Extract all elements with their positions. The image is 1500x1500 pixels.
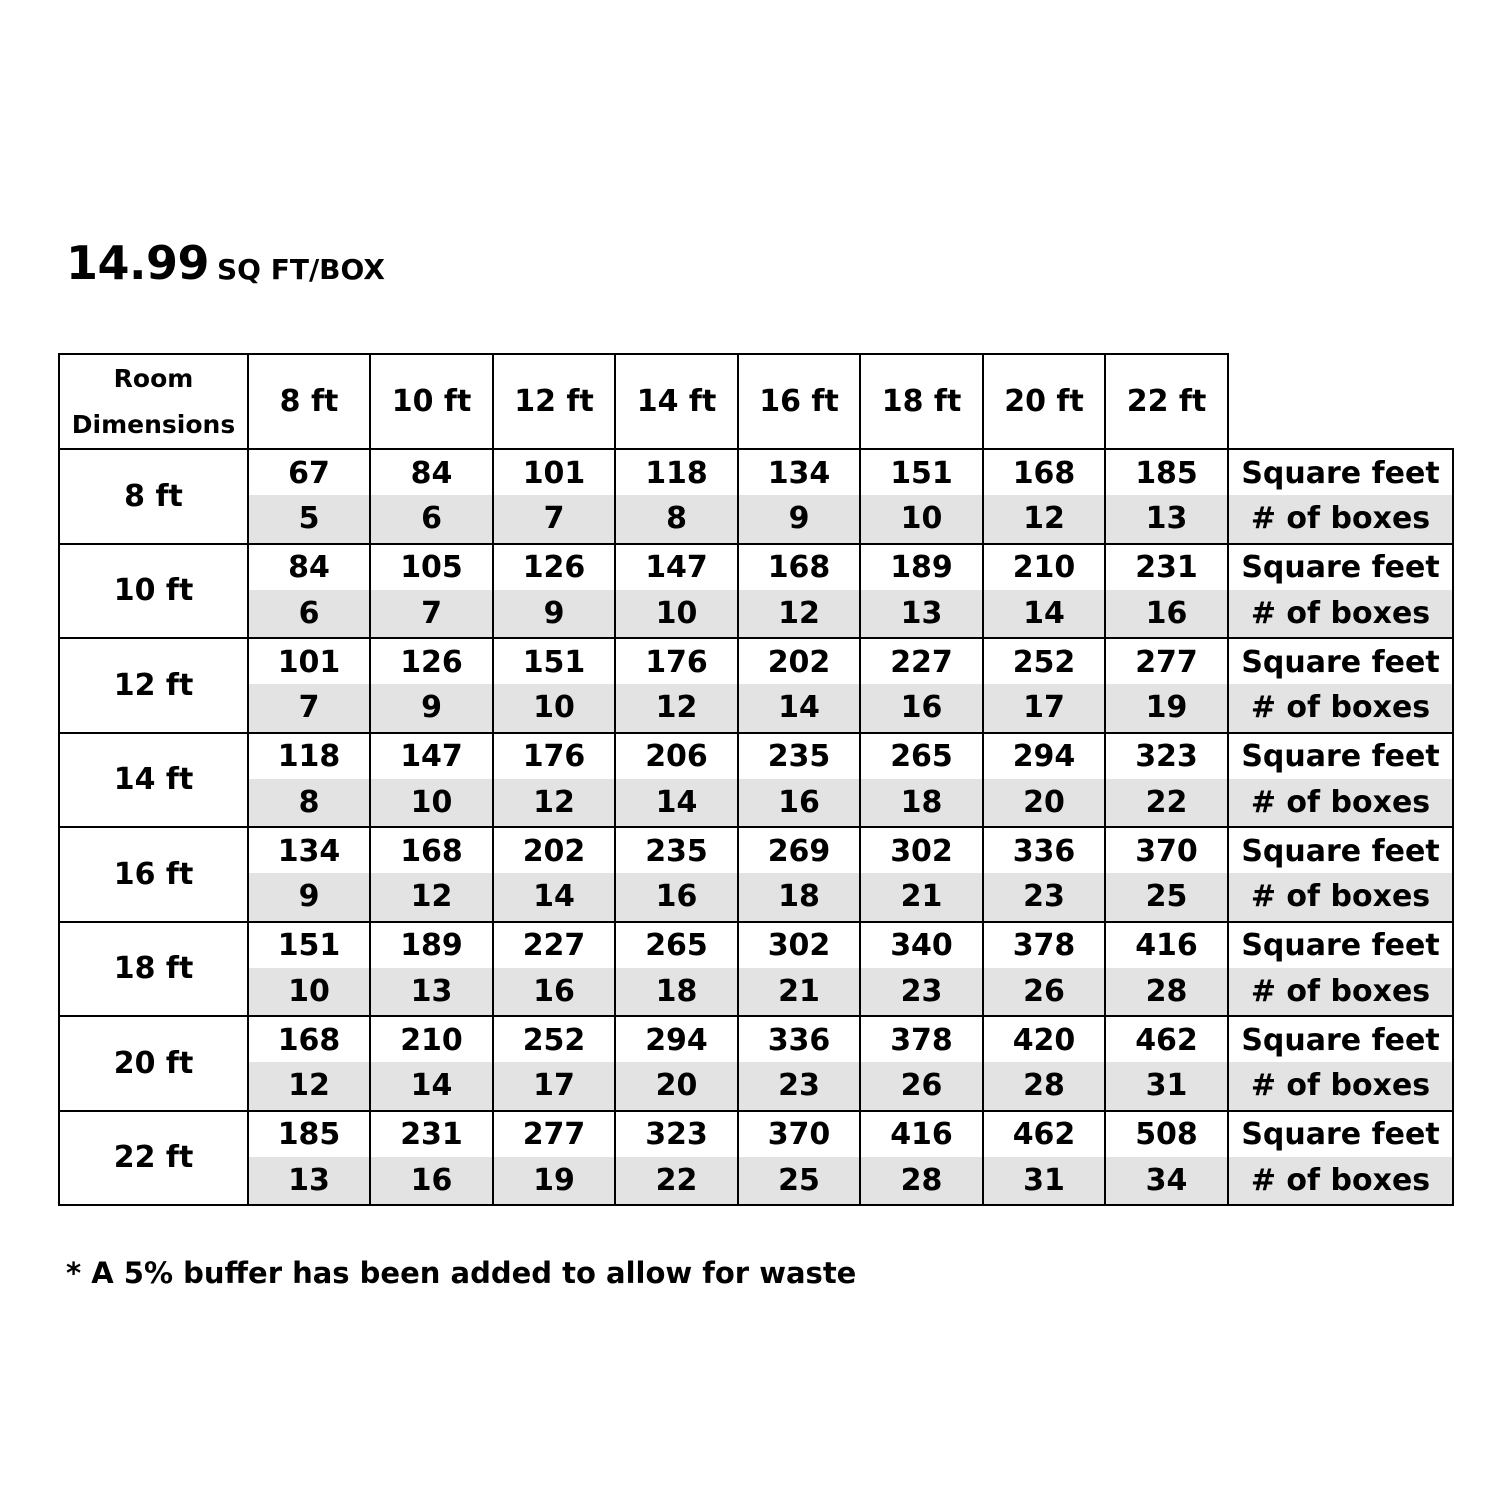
square-feet-value: 176	[614, 637, 739, 685]
square-feet-value: 185	[1104, 448, 1229, 496]
square-feet-value: 147	[614, 543, 739, 591]
corner-header	[58, 353, 249, 450]
boxes-value: 12	[492, 779, 616, 828]
square-feet-value: 126	[369, 637, 494, 685]
boxes-value: 20	[982, 779, 1106, 828]
boxes-value: 10	[859, 495, 984, 544]
boxes-value: 7	[247, 684, 371, 733]
boxes-value: 21	[859, 873, 984, 922]
boxes-value: 14	[614, 779, 739, 828]
square-feet-value: 462	[1104, 1015, 1229, 1063]
square-feet-value: 118	[614, 448, 739, 496]
square-feet-value: 302	[859, 826, 984, 874]
square-feet-value: 462	[982, 1110, 1106, 1158]
boxes-value: 6	[247, 590, 371, 639]
boxes-value: 16	[1104, 590, 1229, 639]
square-feet-value: 105	[369, 543, 494, 591]
boxes-label: # of boxes	[1227, 495, 1454, 544]
page-title	[66, 236, 385, 290]
boxes-value: 13	[247, 1157, 371, 1206]
square-feet-label: Square feet	[1227, 921, 1454, 969]
square-feet-value: 252	[492, 1015, 616, 1063]
boxes-value: 12	[614, 684, 739, 733]
square-feet-value: 269	[737, 826, 861, 874]
boxes-value: 12	[737, 590, 861, 639]
boxes-label: # of boxes	[1227, 873, 1454, 922]
column-header: 10 ft	[369, 353, 494, 450]
boxes-value: 23	[982, 873, 1106, 922]
square-feet-value: 227	[859, 637, 984, 685]
boxes-value: 34	[1104, 1157, 1229, 1206]
boxes-value: 14	[982, 590, 1106, 639]
square-feet-value: 101	[492, 448, 616, 496]
boxes-value: 7	[492, 495, 616, 544]
square-feet-label: Square feet	[1227, 732, 1454, 780]
sqft-per-box-unit: SQ FT/BOX	[217, 253, 385, 286]
boxes-value: 21	[737, 968, 861, 1017]
boxes-value: 16	[859, 684, 984, 733]
coverage-table	[58, 353, 1452, 1204]
row-header: 8 ft	[58, 448, 249, 545]
square-feet-value: 210	[982, 543, 1106, 591]
square-feet-value: 168	[737, 543, 861, 591]
boxes-value: 9	[247, 873, 371, 922]
boxes-value: 9	[492, 590, 616, 639]
square-feet-value: 323	[1104, 732, 1229, 780]
boxes-value: 13	[859, 590, 984, 639]
boxes-value: 10	[369, 779, 494, 828]
column-header: 20 ft	[982, 353, 1106, 450]
square-feet-value: 235	[737, 732, 861, 780]
boxes-value: 6	[369, 495, 494, 544]
square-feet-value: 134	[737, 448, 861, 496]
column-header: 16 ft	[737, 353, 861, 450]
boxes-value: 10	[614, 590, 739, 639]
boxes-value: 8	[247, 779, 371, 828]
square-feet-value: 302	[737, 921, 861, 969]
row-header: 22 ft	[58, 1110, 249, 1207]
boxes-value: 20	[614, 1062, 739, 1111]
boxes-value: 26	[982, 968, 1106, 1017]
square-feet-value: 370	[737, 1110, 861, 1158]
square-feet-value: 294	[982, 732, 1106, 780]
square-feet-value: 176	[492, 732, 616, 780]
boxes-value: 25	[737, 1157, 861, 1206]
boxes-value: 19	[492, 1157, 616, 1206]
footnote: * A 5% buffer has been added to allow for waste	[66, 1256, 857, 1290]
boxes-value: 18	[859, 779, 984, 828]
square-feet-value: 416	[1104, 921, 1229, 969]
row-header: 10 ft	[58, 543, 249, 640]
row-header: 12 ft	[58, 637, 249, 734]
boxes-label: # of boxes	[1227, 590, 1454, 639]
square-feet-value: 323	[614, 1110, 739, 1158]
boxes-value: 23	[859, 968, 984, 1017]
boxes-value: 14	[492, 873, 616, 922]
boxes-value: 26	[859, 1062, 984, 1111]
square-feet-label: Square feet	[1227, 637, 1454, 685]
boxes-value: 16	[737, 779, 861, 828]
square-feet-value: 84	[247, 543, 371, 591]
square-feet-value: 151	[492, 637, 616, 685]
boxes-value: 16	[614, 873, 739, 922]
square-feet-value: 336	[982, 826, 1106, 874]
square-feet-label: Square feet	[1227, 1015, 1454, 1063]
square-feet-value: 168	[982, 448, 1106, 496]
row-header: 14 ft	[58, 732, 249, 829]
square-feet-value: 210	[369, 1015, 494, 1063]
row-header: 16 ft	[58, 826, 249, 923]
square-feet-label: Square feet	[1227, 1110, 1454, 1158]
square-feet-value: 252	[982, 637, 1106, 685]
square-feet-value: 277	[1104, 637, 1229, 685]
boxes-value: 17	[982, 684, 1106, 733]
boxes-value: 9	[737, 495, 861, 544]
column-header: 18 ft	[859, 353, 984, 450]
square-feet-value: 206	[614, 732, 739, 780]
boxes-value: 5	[247, 495, 371, 544]
square-feet-value: 235	[614, 826, 739, 874]
boxes-label: # of boxes	[1227, 779, 1454, 828]
square-feet-value: 168	[247, 1015, 371, 1063]
boxes-value: 13	[1104, 495, 1229, 544]
square-feet-value: 168	[369, 826, 494, 874]
boxes-value: 12	[247, 1062, 371, 1111]
square-feet-value: 378	[982, 921, 1106, 969]
boxes-value: 23	[737, 1062, 861, 1111]
boxes-value: 10	[247, 968, 371, 1017]
boxes-value: 28	[1104, 968, 1229, 1017]
square-feet-label: Square feet	[1227, 448, 1454, 496]
column-header: 22 ft	[1104, 353, 1229, 450]
column-header: 8 ft	[247, 353, 371, 450]
boxes-value: 8	[614, 495, 739, 544]
square-feet-value: 189	[859, 543, 984, 591]
square-feet-value: 294	[614, 1015, 739, 1063]
square-feet-value: 370	[1104, 826, 1229, 874]
square-feet-value: 185	[247, 1110, 371, 1158]
boxes-value: 16	[369, 1157, 494, 1206]
square-feet-value: 118	[247, 732, 371, 780]
boxes-value: 7	[369, 590, 494, 639]
square-feet-value: 189	[369, 921, 494, 969]
square-feet-value: 231	[1104, 543, 1229, 591]
square-feet-value: 416	[859, 1110, 984, 1158]
boxes-value: 25	[1104, 873, 1229, 922]
boxes-value: 31	[1104, 1062, 1229, 1111]
square-feet-value: 336	[737, 1015, 861, 1063]
boxes-value: 31	[982, 1157, 1106, 1206]
boxes-value: 9	[369, 684, 494, 733]
square-feet-value: 84	[369, 448, 494, 496]
boxes-label: # of boxes	[1227, 684, 1454, 733]
corner-header-line: Dimensions	[71, 409, 236, 439]
boxes-label: # of boxes	[1227, 968, 1454, 1017]
square-feet-value: 420	[982, 1015, 1106, 1063]
boxes-value: 16	[492, 968, 616, 1017]
square-feet-value: 227	[492, 921, 616, 969]
row-header: 20 ft	[58, 1015, 249, 1112]
square-feet-value: 147	[369, 732, 494, 780]
row-header: 18 ft	[58, 921, 249, 1018]
sqft-per-box-value: 14.99	[66, 236, 210, 290]
boxes-value: 12	[982, 495, 1106, 544]
boxes-value: 17	[492, 1062, 616, 1111]
square-feet-value: 265	[859, 732, 984, 780]
column-header: 12 ft	[492, 353, 616, 450]
square-feet-value: 126	[492, 543, 616, 591]
boxes-value: 14	[369, 1062, 494, 1111]
square-feet-value: 277	[492, 1110, 616, 1158]
boxes-label: # of boxes	[1227, 1062, 1454, 1111]
square-feet-value: 340	[859, 921, 984, 969]
boxes-value: 28	[859, 1157, 984, 1206]
boxes-value: 18	[614, 968, 739, 1017]
square-feet-value: 378	[859, 1015, 984, 1063]
boxes-value: 28	[982, 1062, 1106, 1111]
square-feet-value: 202	[492, 826, 616, 874]
square-feet-label: Square feet	[1227, 826, 1454, 874]
corner-header-line: Room	[113, 363, 194, 393]
square-feet-value: 231	[369, 1110, 494, 1158]
boxes-value: 10	[492, 684, 616, 733]
square-feet-label: Square feet	[1227, 543, 1454, 591]
square-feet-value: 101	[247, 637, 371, 685]
square-feet-value: 265	[614, 921, 739, 969]
square-feet-value: 151	[859, 448, 984, 496]
boxes-value: 13	[369, 968, 494, 1017]
square-feet-value: 202	[737, 637, 861, 685]
boxes-value: 22	[1104, 779, 1229, 828]
square-feet-value: 67	[247, 448, 371, 496]
boxes-value: 12	[369, 873, 494, 922]
boxes-value: 19	[1104, 684, 1229, 733]
boxes-value: 18	[737, 873, 861, 922]
boxes-label: # of boxes	[1227, 1157, 1454, 1206]
column-header: 14 ft	[614, 353, 739, 450]
boxes-value: 22	[614, 1157, 739, 1206]
square-feet-value: 508	[1104, 1110, 1229, 1158]
boxes-value: 14	[737, 684, 861, 733]
square-feet-value: 151	[247, 921, 371, 969]
square-feet-value: 134	[247, 826, 371, 874]
